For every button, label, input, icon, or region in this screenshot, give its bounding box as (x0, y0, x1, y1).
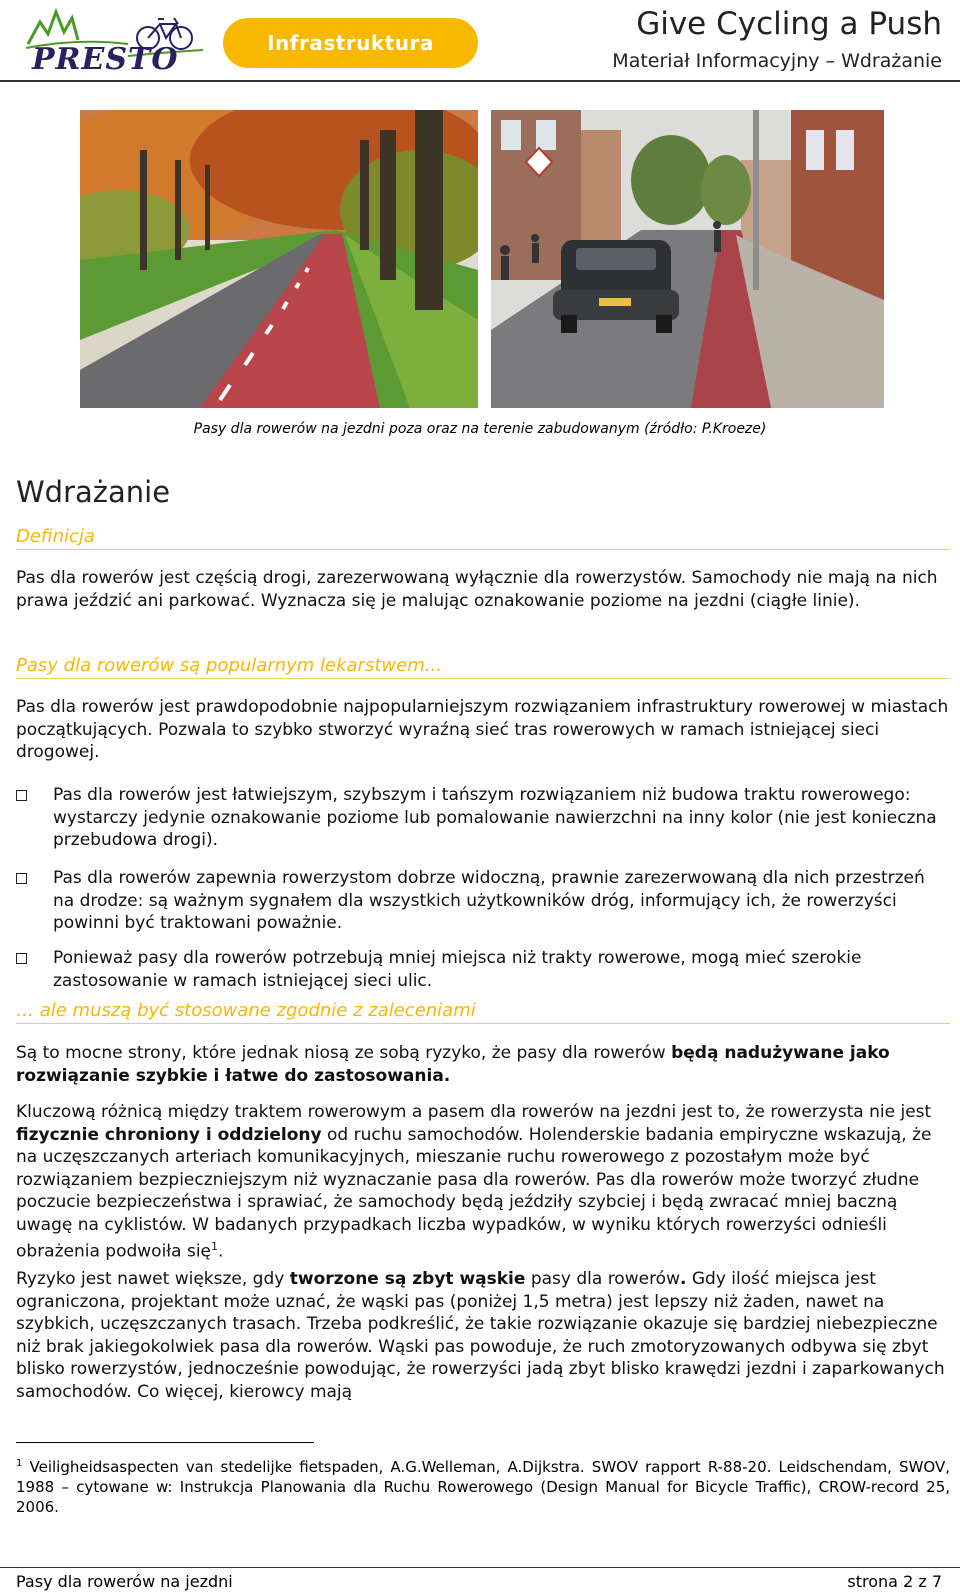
text-run: pasy dla rowerów (525, 1269, 680, 1289)
header-divider (0, 80, 960, 82)
section-heading-definition: Definicja (16, 526, 950, 550)
paragraph-narrow-lanes (16, 1268, 950, 1403)
bold-text: będą nadużywane jako rozwiązanie szybkie i łatwe do zastosowania. (16, 1043, 890, 1086)
bold-text: fizycznie chroniony i oddzielony (16, 1124, 322, 1145)
footnote-divider (16, 1442, 314, 1443)
text-run: Są to mocne strony, które jednak niosą ze sobą ryzyko, że pasy dla rowerów (16, 1043, 672, 1063)
photo-caption: Pasy dla rowerów na jezdni poza oraz na terenie zabudowanym (źródło: P.Kroeze) (193, 421, 767, 437)
footer-divider (0, 1567, 960, 1568)
footer-page-number: strona 2 z 7 (847, 1572, 942, 1591)
list-item-text: Ponieważ pasy dla rowerów potrzebują mniej miejsca niż trakty rowerowe, mogą mieć szerokie zastosowanie w ramach istniejącej sieci ulic. (53, 948, 862, 991)
section-heading-guidelines: … ale muszą być stosowane zgodnie z zaleceniami (16, 1000, 950, 1024)
photo-urban-bike-lane (491, 110, 884, 408)
popular-paragraph: Pas dla rowerów jest prawdopodobnie najpopularniejszym rozwiązaniem infrastruktury rowerowej w miastach początkujących. Pozwala to szybko stworzyć wyraźną sieć tras rowerowych w ramach istniejącej sieci drogowej. (16, 697, 949, 762)
bullet-checkbox-icon (16, 873, 27, 884)
section-heading-popular: Pasy dla rowerów są popularnym lekarstwem... (16, 655, 950, 679)
brand-title: Give Cycling a Push (636, 6, 942, 42)
footer-document-title: Pasy dla rowerów na jezdni (16, 1572, 233, 1591)
brand-subtitle: Materiał Informacyjny – Wdrażanie (612, 50, 942, 72)
photo-rural-bike-lane (80, 110, 478, 408)
bullet-checkbox-icon (16, 953, 27, 964)
list-item-text: Pas dla rowerów zapewnia rowerzystom dobrze widoczną, prawnie zarezerwowaną dla nich przestrzeń na drodze: są ważnym sygnałem dla wszystkich użytkowników dróg, informujący ich, że rowerzyści powinni być traktowani poważnie. (53, 868, 925, 933)
footnote-text: Veiligheidsaspecten van stedelijke fietspaden, A.G.Welleman, A.Dijkstra. SWOV rapport R-88-20. Leidschendam, SWOV, 1988 – cytowane w: Instrukcja Planowania dla Ruchu Rowerowego (Design Manual for Bicycle Traffic), CROW-record 25, 2006. (16, 1458, 950, 1516)
bold-text: tworzone są zbyt wąskie (289, 1269, 526, 1289)
logo-text: PRESTO (32, 42, 179, 77)
list-item-text: Pas dla rowerów jest łatwiejszym, szybszym i tańszym rozwiązaniem niż budowa traktu rowerowego: wystarczy jedynie oznakowanie poziome lub pomalowanie nawierzchni na inny kolor (nie jest konieczna przebudowa drogi). (53, 785, 937, 850)
paragraph-difference (16, 1101, 950, 1263)
paragraph-risk (16, 1042, 950, 1087)
text-run: Gdy ilość miejsca jest ograniczona, projektant może uznać, że wąski pas (poniżej 1,5 metra) jest lepszy niż żaden, nawet na szybkich, uczęszczanych trasach. Trzeba podkreślić, że takie rozwiązanie okazuje się bardziej niebezpieczne niż brak jakiegokolwiek pasa dla rowerów. Wąski pas powoduje, że ruch zmotoryzowanych odbywa się zbyt blisko rowerzystów, jednocześnie powodując, że rowerzyści jadą zbyt blisko krawędzi jezdni i zaparkowanych samochodów. Co więcej, kierowcy mają (16, 1269, 945, 1402)
text-run: Kluczową różnicą między traktem rowerowym a pasem dla rowerów na jezdni jest to, że rowerzysta nie jest (16, 1102, 932, 1122)
page-header (0, 0, 960, 82)
page-heading: Wdrażanie (16, 475, 171, 509)
presto-logo (18, 4, 208, 76)
bullet-checkbox-icon (16, 790, 27, 801)
footnote-number: 1 (16, 1458, 23, 1469)
bold-text: . (680, 1269, 687, 1289)
text-run: Ryzyko jest nawet większe, gdy (16, 1269, 290, 1289)
text-run: od ruchu samochodów. Holenderskie badania empiryczne wskazują, że na uczęszczanych arteriach komunikacyjnych, mieszanie ruchu rowerowego z pozostałym może być rozwiązaniem bezpieczniejszym niż wyznaczanie pasa dla rowerów. Pas dla rowerów może tworzyć złudne poczucie bezpieczeństwa i sprawiać, że samochody będą jeździły szybciej i będą zwracać mniej baczną uwagę na cyklistów. W badanych przypadkach liczba wypadków, w wyniku których rowerzyści odnieśli obrażenia podwoiła się (16, 1124, 932, 1262)
text-run: . (218, 1241, 224, 1262)
footnote (16, 1454, 950, 1517)
footnote-reference[interactable]: 1 (211, 1240, 219, 1253)
section-badge: Infrastruktura (223, 18, 478, 68)
definition-paragraph: Pas dla rowerów jest częścią drogi, zarezerwowaną wyłącznie dla rowerzystów. Samochody nie mają na nich prawa jeździć ani parkować. Wyznacza się je malując oznakowanie poziome na jezdni (ciągłe linie). (16, 568, 938, 611)
